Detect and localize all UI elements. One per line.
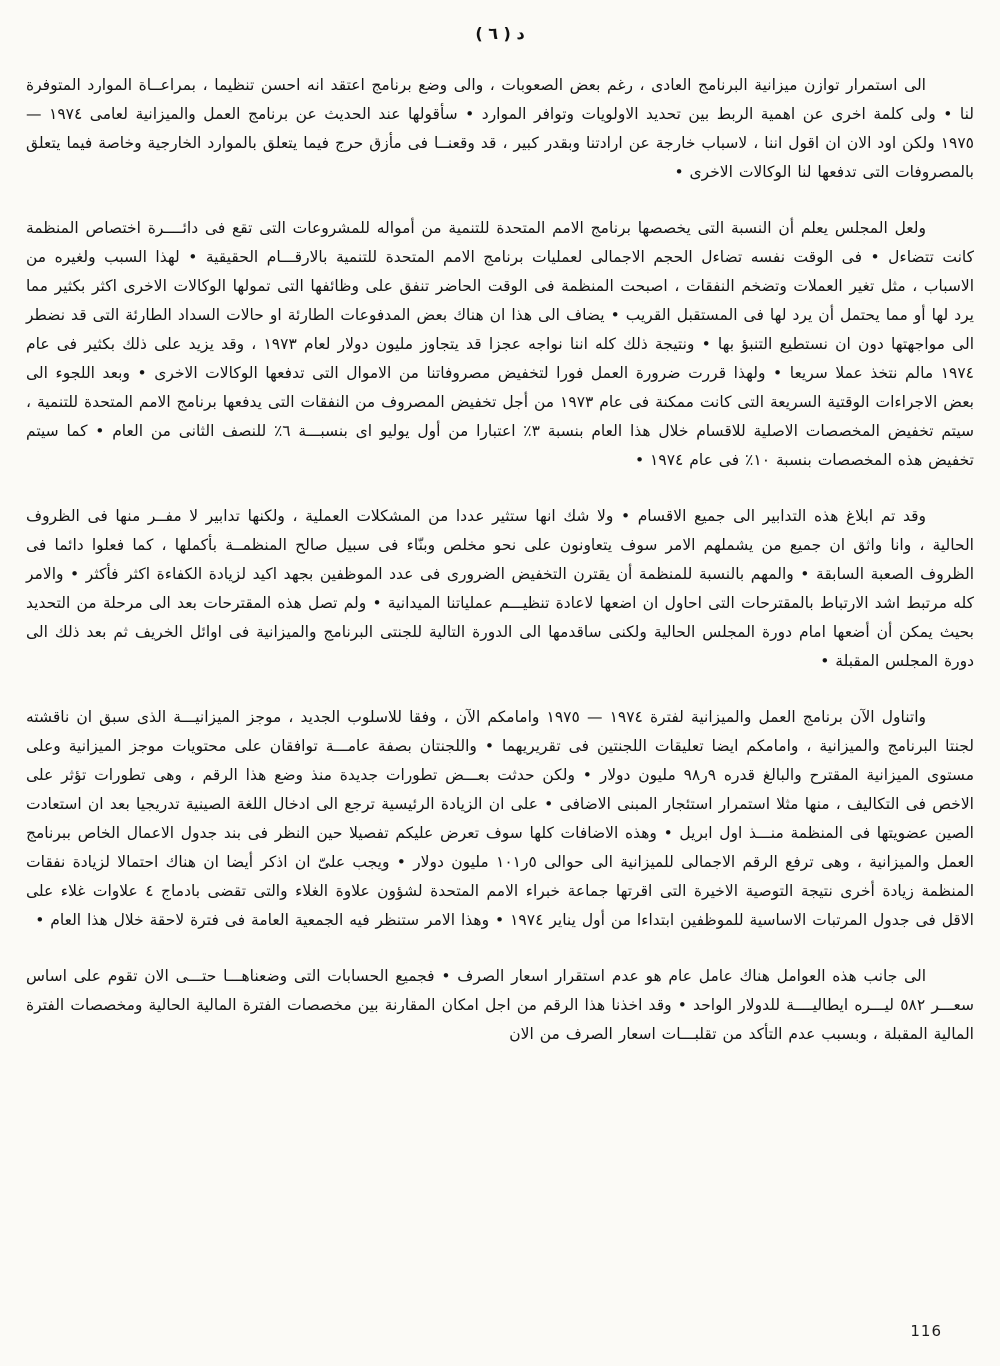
page-number: 116 [910,1322,942,1340]
paragraph: وقد تم ابلاغ هذه التدابير الى جميع الاقسام • ولا شك انها ستثير عددا من المشكلات العملية ، ولكنها تدابير لا مفــر منها فى الظروف الحالية ، وانا واثق ان جميع من يشملهم الامر سوف يتعاونون على نحو مخلص وبنّاء فى سبيل صالح المنظمــة بأكملها ، كما فعلوا دائما فى الظروف الصعبة السابقة • والمهم بالنسبة للمنظمة أن يقترن التخفيض الضرورى فى عدد الموظفين بجهد اكيد لزيادة الكفاءة اكثر فأكثر • والامر كله مرتبط اشد الارتباط بالمقترحات التى احاول ان اضعها لاعادة تنظيـــم عملياتنا الميدانية • ولم تصل هذه المقترحات بعد الى مرحلة من التحديد بحيث يمكن أن أضعها امام دورة المجلس الحالية ولكنى ساقدمها الى الدورة التالية للجنتى البرنامج والميزانية فى اوائل الخريف ثم بعد ذلك الى دورة المجلس المقبلة • [26,506,974,670]
document-body [26,71,974,1049]
paragraph: الى استمرار توازن ميزانية البرنامج العادى ، رغم بعض الصعوبات ، والى وضع برنامج اعتقد انه احسن تنظيما ، بمراعــاة الموارد المتوفرة لنا • ولى كلمة اخرى عن اهمية الربط بين تحديد الاولويات وتوافر الموارد • سأقولها عند الحديث عن برنامج العمل والميزانية لعامى ١٩٧٤ — ١٩٧٥ ولكن اود الان ان اقول اننا ، لاسباب خارجة عن ارادتنا وبقدر كبير ، قد وقعنــا فى مأزق حرج فيما يتعلق بالموارد الخارجية وخاصة فيما يتعلق بالمصروفات التى تدفعها لنا الوكالات الاخرى • [26,76,974,181]
page-header: د ( ٦ ) [475,24,525,43]
paragraph: الى جانب هذه العوامل هناك عامل عام هو عدم استقرار اسعار الصرف • فجميع الحسابات التى وضعناهـــا حتـــى الان تقوم على اساس سعـــر ٥٨٢ ليـــره ايطاليــــة للدولار الواحد • وقد اخذنا هذا الرقم من اجل امكان المقارنة بين مخصصات الفترة المالية الحالية ومخصصات الفترة المالية المقبلة ، وبسبب عدم التأكد من تقلبـــات اسعار الصرف من الان [26,966,974,1043]
paragraph: ولعل المجلس يعلم أن النسبة التى يخصصها برنامج الامم المتحدة للتنمية من أمواله للمشروعات التى تقع فى دائــــرة اختصاص المنظمة كانت تتضاءل • فى الوقت نفسه تضاءل الحجم الاجمالى لعمليات برنامج الامم المتحدة للتنمية بالارقـــام الحقيقية • لهذا السبب ولغيره من الاسباب ، مثل تغير العملات وتضخم النفقات ، اصبحت المنظمة فى الوقت الحاضر تنفق على وظائفها التى تمولها الوكالات الاخرى اكثر بكثير مما يرد لها أو مما يحتمل أن يرد لها فى المستقبل القريب • يضاف الى هذا ان هناك بعض المدفوعات الطارئة او حالات السداد الطارئة التى قد نضطر الى مواجهتها دون ان نستطيع التنبؤ بها • ونتيجة ذلك كله اننا نواجه عجزا قد يتجاوز مليون دولار لعام ١٩٧٣ ، وقد يزيد على ذلك بكثير فى عام ١٩٧٤ مالم نتخذ عملا سريعا • ولهذا قررت ضرورة العمل فورا لتخفيض مصروفاتنا من الاموال التى تدفعها الوكالات الاخرى • وبعد اللجوء الى بعض الاجراءات الوقتية السريعة التى كانت ممكنة فى عام ١٩٧٣ من أجل تخفيض المصروف من النفقات التى يدفعها برنامج الامم المتحدة للتنمية ، سيتم تخفيض المخصصات الاصلية للاقسام خلال هذا العام بنسبة ٣٪ اعتبارا من أول يوليو اى بنسبـــة ٦٪ للنصف الثانى من العام • كما سيتم تخفيض هذه المخصصات بنسبة ١٠٪ فى عام ١٩٧٤ • [26,218,975,469]
paragraph: واتناول الآن برنامج العمل والميزانية لفترة ١٩٧٤ — ١٩٧٥ وامامكم الآن ، وفقا للاسلوب الجديد ، موجز الميزانيـــة الذى سبق ان ناقشته لجنتا البرنامج والميزانية ، وامامكم ايضا تعليقات اللجنتين فى تقريريهما • واللجنتان بصفة عامـــة توافقان على محتويات موجز الميزانية وعلى مستوى الميزانية المقترح والبالغ قدره ٩ر٩٨ مليون دولار • ولكن حدثت بعـــض تطورات جديدة منذ وضع هذا الرقم ، وهى تطورات تؤثر على الاخص فى التكاليف ، منها مثلا استمرار استئجار المبنى الاضافى • على ان الزيادة الرئيسية ترجع الى ادخال اللغة الصينية تدريجيا بعد ان استعادت الصين عضويتها فى المنظمة منـــذ اول ابريل • وهذه الاضافات كلها سوف تعرض عليكم تفصيلا حين النظر فى بند جدول الاعمال الخاص ببرنامج العمل والميزانية ، وهى ترفع الرقم الاجمالى للميزانية الى حوالى ٥ر١٠١ مليون دولار • ويجب علىّ ان اذكر أيضا ان هناك احتمالا لزيادة نفقات المنظمة زيادة أخرى نتيجة التوصية الاخيرة التى اقرتها جماعة خبراء الامم المتحدة لشؤون علاوة الغلاء والتى تقضى بادماج ٤ علاوات غلاء على الاقل فى جدول المرتبات الاساسية للموظفين ابتداءا من أول يناير ١٩٧٤ • وهذا الامر ستنظر فيه الجمعية العامة فى فترة لاحقة خلال هذا العام • [26,707,974,929]
